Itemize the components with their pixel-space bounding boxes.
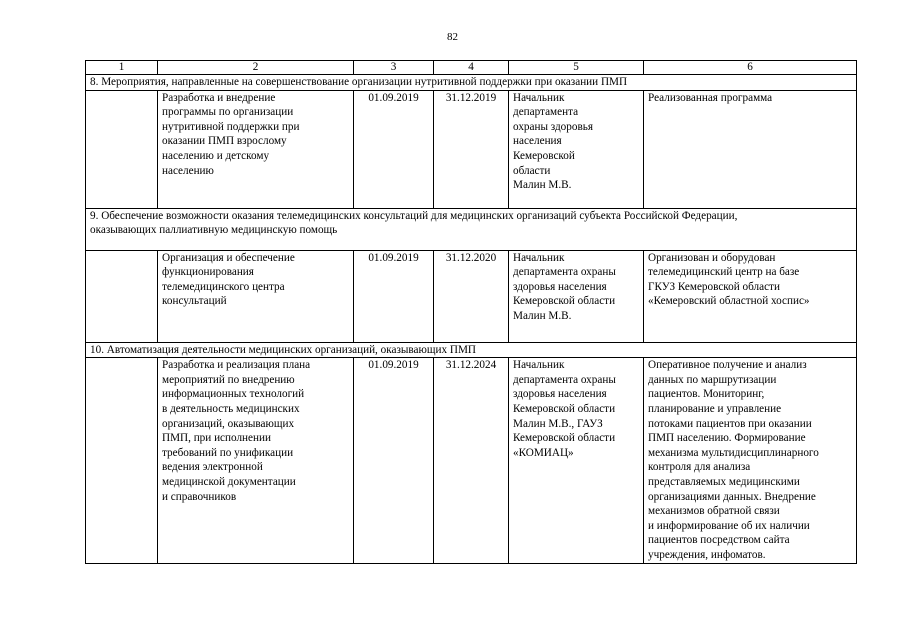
table-row: [86, 250, 857, 342]
section-title: 10. Автоматизация деятельности медицинских организаций, оказывающих ПМП: [86, 342, 857, 358]
page-number: 82: [447, 31, 458, 43]
result-cell: Организован и оборудован телемедицинский центр на базе ГКУЗ Кемеровской области «Кемеровский областной хоспис»: [644, 250, 857, 342]
table-row: [86, 90, 857, 208]
activity-cell: Организация и обеспечение функционирования телемедицинского центра консультаций: [158, 250, 354, 342]
column-number-5: 5: [509, 61, 644, 75]
start-date-cell: 01.09.2019: [354, 90, 434, 208]
section-title: 8. Мероприятия, направленные на совершенствование организации нутритивной поддержки при оказании ПМП: [86, 75, 857, 91]
activity-cell: Разработка и внедрение программы по организации нутритивной поддержки при оказании ПМП взрослому населению и детскому населению: [158, 90, 354, 208]
section-title: 9. Обеспечение возможности оказания телемедицинских консультаций для медицинских организаций субъекта Российской Федерации, оказывающих паллиативную медицинскую помощь: [86, 208, 857, 250]
section-header-row: [86, 342, 857, 358]
activity-cell: Разработка и реализация плана мероприятий по внедрению информационных технологий в деятельность медицинских организаций, оказывающих ПМП, при исполнении требований по унификации ведения электронной медицинской документации и справочников: [158, 358, 354, 563]
start-date-cell: 01.09.2019: [354, 250, 434, 342]
responsible-cell: Начальник департамента охраны здоровья населения Кемеровской области Малин М.В., ГАУЗ Кемеровской области «КОМИАЦ»: [509, 358, 644, 563]
responsible-cell: Начальник департамента охраны здоровья населения Кемеровской области Малин М.В.: [509, 90, 644, 208]
end-date-cell: 31.12.2020: [434, 250, 509, 342]
column-number-3: 3: [354, 61, 434, 75]
result-cell: Оперативное получение и анализ данных по маршрутизации пациентов. Мониторинг, планирование и управление потоками пациентов при оказании ПМП населению. Формирование механизма мультидисциплинарного контроля для анализа представляемых медицинскими организациями данных. Внедрение механизмов обратной связи и информирование об их наличии пациентов посредством сайта учреждения, инфоматов.: [644, 358, 857, 563]
section-header-row: [86, 208, 857, 250]
responsible-cell: Начальник департамента охраны здоровья населения Кемеровской области Малин М.В.: [509, 250, 644, 342]
row-number-cell: [86, 90, 158, 208]
start-date-cell: 01.09.2019: [354, 358, 434, 563]
table-row: [86, 358, 857, 563]
column-number-2: 2: [158, 61, 354, 75]
end-date-cell: 31.12.2019: [434, 90, 509, 208]
column-number-6: 6: [644, 61, 857, 75]
activities-table: [85, 60, 857, 564]
column-numbers-row: [86, 61, 857, 75]
column-number-4: 4: [434, 61, 509, 75]
section-header-row: [86, 75, 857, 91]
end-date-cell: 31.12.2024: [434, 358, 509, 563]
row-number-cell: [86, 358, 158, 563]
row-number-cell: [86, 250, 158, 342]
column-number-1: 1: [86, 61, 158, 75]
result-cell: Реализованная программа: [644, 90, 857, 208]
